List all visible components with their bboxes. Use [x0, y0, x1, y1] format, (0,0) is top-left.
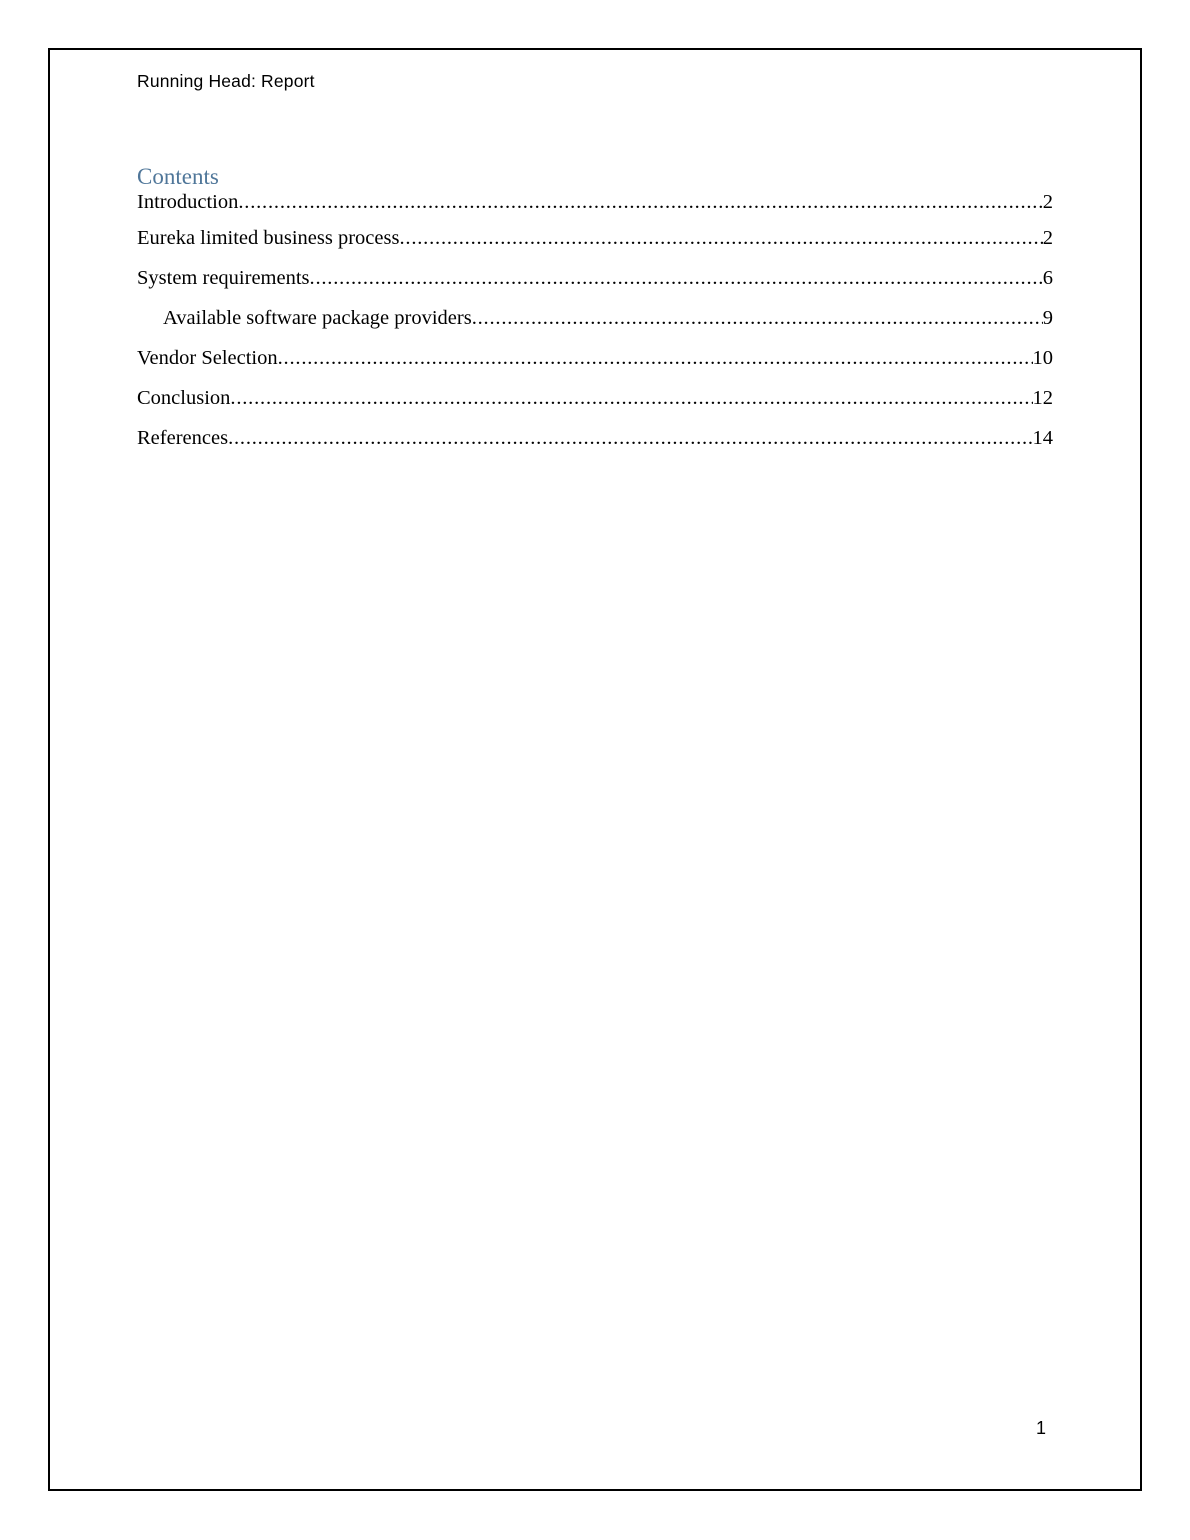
- toc-entry-title: References: [137, 428, 229, 450]
- toc-entry-page-number: 10: [1032, 348, 1053, 370]
- toc-entry-title: Vendor Selection: [137, 348, 278, 370]
- toc-entry[interactable]: [137, 348, 1053, 388]
- table-of-contents: [137, 163, 1053, 468]
- toc-entry-title: Eureka limited business process: [137, 228, 400, 250]
- toc-entry-page-number: 12: [1032, 388, 1053, 410]
- toc-heading: Contents: [137, 164, 219, 189]
- toc-entry-title: Conclusion: [137, 388, 231, 410]
- toc-entry-page-number: 2: [1042, 192, 1053, 214]
- toc-entry-page-number: 2: [1042, 228, 1053, 250]
- toc-entry[interactable]: [137, 192, 1053, 228]
- toc-entry-page-number: 14: [1032, 428, 1053, 450]
- toc-leader-dots: [228, 428, 1032, 449]
- toc-entry[interactable]: [137, 388, 1053, 428]
- footer-page-number: 1: [1036, 1418, 1047, 1438]
- toc-entry-title: Available software package providers: [163, 308, 472, 330]
- toc-entry[interactable]: [137, 308, 1053, 348]
- toc-entry-page-number: 6: [1042, 268, 1053, 290]
- toc-entry[interactable]: [137, 428, 1053, 468]
- running-head: Running Head: Report: [137, 71, 315, 91]
- toc-leader-dots: [230, 388, 1032, 409]
- toc-entry-title: Introduction: [137, 192, 239, 214]
- toc-entry[interactable]: [137, 268, 1053, 308]
- toc-leader-dots: [278, 348, 1033, 369]
- toc-entry[interactable]: [137, 228, 1053, 268]
- toc-leader-dots: [238, 192, 1042, 213]
- toc-entry-title: System requirements: [137, 268, 310, 290]
- toc-entry-list: [137, 192, 1053, 468]
- toc-leader-dots: [472, 308, 1043, 329]
- toc-leader-dots: [310, 268, 1043, 289]
- toc-entry-page-number: 9: [1042, 308, 1053, 330]
- toc-leader-dots: [399, 228, 1042, 249]
